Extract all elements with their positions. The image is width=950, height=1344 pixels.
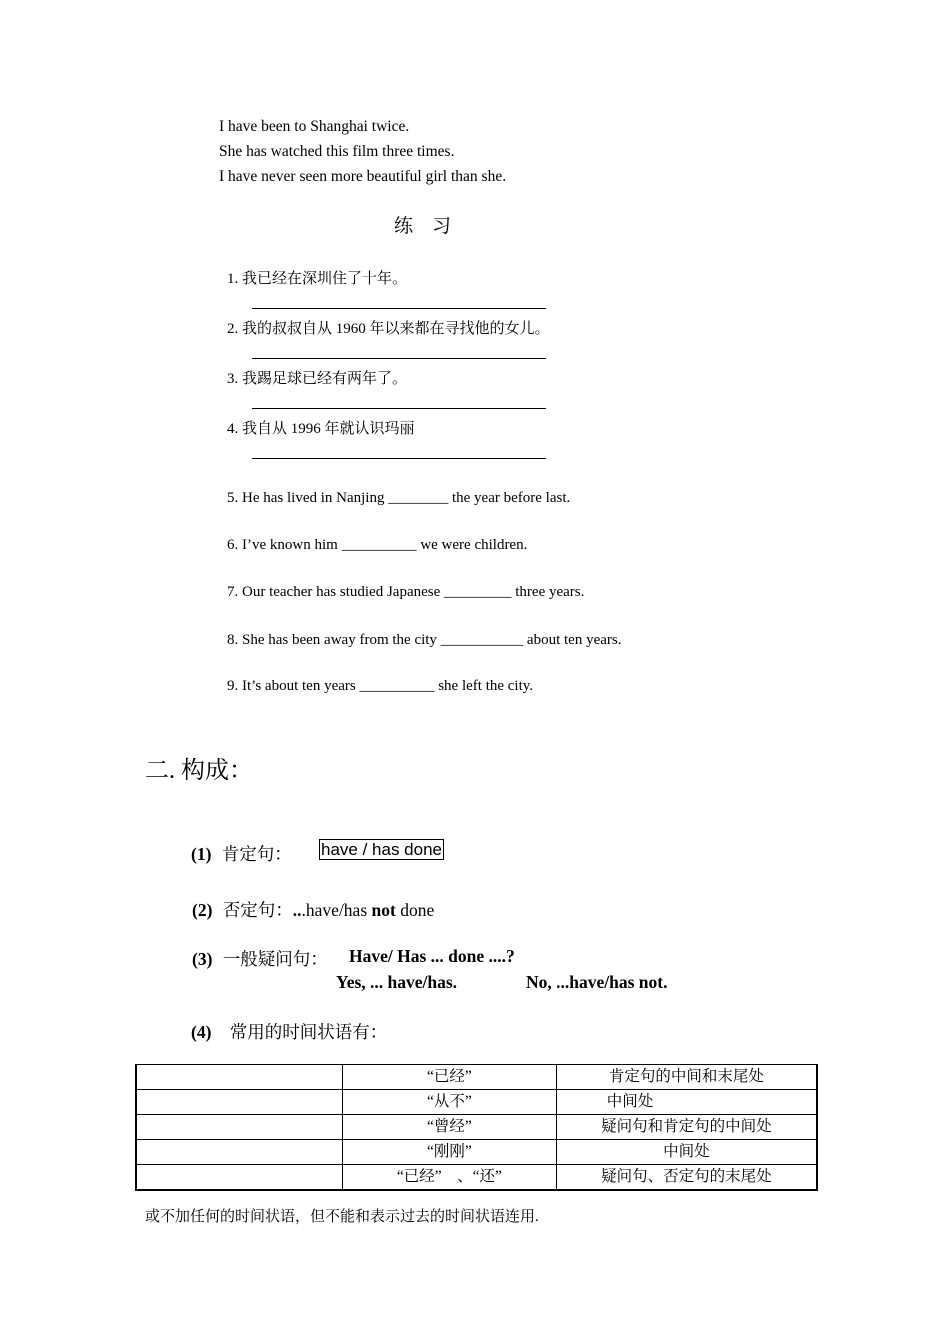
answer-blank-line <box>252 358 546 359</box>
table-row <box>136 1065 817 1090</box>
structure-label: 常用的时间状语有： <box>229 1022 388 1042</box>
adverbials-heading <box>191 1019 387 1044</box>
question-yes-answer: Yes, ... have/has. <box>336 972 458 992</box>
fill-blank-item: 9. It’s about ten years __________ she left the city. <box>227 678 534 694</box>
fill-blank-item: 8. She has been away from the city ___________ about ten years. <box>227 632 622 648</box>
structure-number: (4) <box>191 1022 212 1042</box>
example-sentence: She has watched this film three times. <box>219 143 455 160</box>
adverb-cell <box>136 1140 343 1165</box>
negative-structure <box>192 897 434 922</box>
negative-formula-post: done <box>395 900 435 920</box>
meaning-cell: “已经” 、“还” <box>343 1165 557 1191</box>
question-structure <box>192 946 328 971</box>
translation-item: 4. 我自从 1996 年就认识玛丽 <box>227 421 415 437</box>
position-cell: 中间处 <box>556 1140 817 1165</box>
question-formula: Have/ Has ... done ....? <box>349 946 515 966</box>
example-sentence: I have never seen more beautiful girl than she. <box>219 168 507 185</box>
translation-item: 3. 我踢足球已经有两年了。 <box>227 371 408 387</box>
affirmative-formula: have / has done <box>321 840 442 859</box>
answer-blank-line <box>252 408 546 409</box>
exercise-title: 练 习 <box>394 216 452 237</box>
structure-number: (1) <box>191 844 212 864</box>
position-cell: 肯定句的中间和末尾处 <box>556 1065 817 1090</box>
adverb-cell <box>136 1065 343 1090</box>
structure-number: (2) <box>192 900 213 920</box>
meaning-cell: “已经” <box>343 1065 557 1090</box>
position-cell: 疑问句和肯定句的中间处 <box>556 1115 817 1140</box>
translation-item: 1. 我已经在深圳住了十年。 <box>227 271 408 287</box>
structure-label: 肯定句： <box>221 844 292 864</box>
adverb-cell <box>136 1115 343 1140</box>
answer-blank-line <box>252 308 546 309</box>
negative-formula-pre: .have/has <box>301 900 372 920</box>
fill-blank-item: 5. He has lived in Nanjing ________ the year before last. <box>227 490 571 506</box>
table-row <box>136 1165 817 1191</box>
structure-number: (3) <box>192 949 213 969</box>
meaning-cell: “从不” <box>343 1090 557 1115</box>
position-cell: 疑问句、否定句的末尾处 <box>556 1165 817 1191</box>
meaning-cell: “曾经” <box>343 1115 557 1140</box>
negative-dots: .. <box>292 900 302 920</box>
affirmative-structure <box>191 841 292 866</box>
adverb-cell <box>136 1165 343 1191</box>
table-row <box>136 1115 817 1140</box>
structure-label: 一般疑问句： <box>222 949 328 969</box>
negative-not: not <box>371 900 396 920</box>
meaning-cell: “刚刚” <box>343 1140 557 1165</box>
example-sentence: I have been to Shanghai twice. <box>219 118 410 135</box>
question-no-answer: No, ...have/has not. <box>526 972 668 992</box>
adverbial-table <box>135 1064 818 1191</box>
table-row <box>136 1090 817 1115</box>
structure-label: 否定句： <box>222 900 293 920</box>
table-row <box>136 1140 817 1165</box>
position-cell: 中间处 <box>556 1090 817 1115</box>
fill-blank-item: 6. I’ve known him __________ we were children. <box>227 537 528 553</box>
answer-blank-line <box>252 458 546 459</box>
footer-note: 或不加任何的时间状语，但不能和表示过去的时间状语连用. <box>145 1209 539 1225</box>
adverb-cell <box>136 1090 343 1115</box>
section-heading: 二. 构成： <box>145 758 253 784</box>
affirmative-formula-box <box>319 840 444 860</box>
translation-item: 2. 我的叔叔自从 1960 年以来都在寻找他的女儿。 <box>227 321 550 337</box>
fill-blank-item: 7. Our teacher has studied Japanese _________ three years. <box>227 584 585 600</box>
